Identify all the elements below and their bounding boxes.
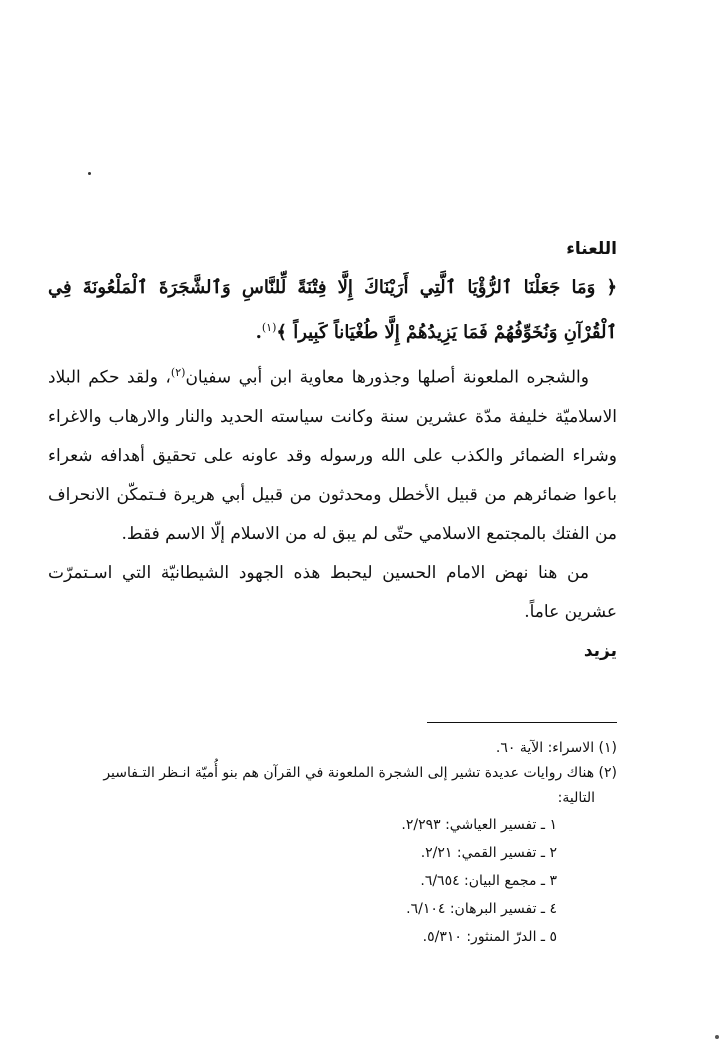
paragraph-2: من هنا نهض الامام الحسين ليحبط هذه الجهود الشيطانيّة التي اسـتمرّت عشرين عاماً. xyxy=(48,562,617,622)
footnote-1: (١) الاسراء: الآية ٦٠. xyxy=(495,740,617,756)
paragraph-1 xyxy=(48,353,617,554)
footnote-divider xyxy=(427,722,617,723)
footnotes xyxy=(48,736,617,951)
footnote-2-continued: التالية: xyxy=(557,790,595,806)
quran-verse-block: ﴿ وَمَا جَعَلْنَا ٱلرُّؤْيَا ٱلَّتِي أَرَيْنَاكَ إِلَّا فِتْنَةً لِّلنَّاسِ وَٱلشَّجَرَةَ ٱلْمَلْعُونَةَ فِي ٱلْقُرْآنِ وَنُخَوِّفُهُمْ فَمَا يَزِيدُهُمْ إِلَّا طُغْيَاناً كَبِيراً ﴾$^{(١)}$. xyxy=(48,277,617,343)
source-list xyxy=(48,811,617,951)
source-item: ١ ـ تفسير العياشي: ٢/٢٩٣. xyxy=(401,817,557,833)
quran-verse: ﴿ وَمَا جَعَلْنَا ٱلرُّؤْيَا ٱلَّتِي أَرَيْنَاكَ إِلَّا فِتْنَةً لِّلنَّاسِ وَٱلشَّجَرَةَ ٱلْمَلْعُونَةَ فِي ٱلْقُرْآنِ وَنُخَوِّفُهُمْ فَمَا يَزِيدُهُمْ إِلَّا طُغْيَاناً كَبِيراً ﴾ xyxy=(48,277,617,343)
main-text xyxy=(48,236,617,664)
source-item: ٤ ـ تفسير البرهان: ٦/١٠٤. xyxy=(406,901,557,917)
source-item: ٣ ـ مجمع البيان: ٦/٦٥٤. xyxy=(420,873,557,889)
section-title: اللعناء xyxy=(566,239,617,259)
margin-dot xyxy=(88,172,91,175)
paragraph-1-start: والشجره الملعونة أصلها وجذورها معاوية ابن أبي سفيان xyxy=(185,367,589,388)
source-item: ٥ ـ الدرّ المنثور: ٥/٣١٠. xyxy=(422,929,557,945)
paragraph-1-end: ، ولقد حكم البلاد الاسلاميّة خليفة مدّة عشرين سنة وكانت سياسته الحديد والنار والارهاب والاغراء وشراء الضمائر والكذب على الله ورسوله وقد عاونه على تحقيق أهدافه شعراء باعوا ضمائرهم من قبيل الأخطل ومحدثون من قبيل أبي هريرة فـتمكّن الانحراف من الفتك بالمجتمع الاسلامي حتّى لم يبق له من الاسلام إلّا الاسم فقط. xyxy=(48,367,617,544)
footnote-ref-1: (١) xyxy=(261,321,277,334)
corner-mark xyxy=(715,1035,719,1039)
footnote-ref-2: (٢) xyxy=(170,366,186,379)
footnote-2: (٢) هناك روايات عديدة تشير إلى الشجرة الملعونة في القرآن هم بنو أُميّة انـظر التـفاسير xyxy=(103,765,617,781)
next-section-heading: يزيد xyxy=(583,640,617,661)
source-item: ٢ ـ تفسير القمي: ٢/٢١. xyxy=(420,845,557,861)
